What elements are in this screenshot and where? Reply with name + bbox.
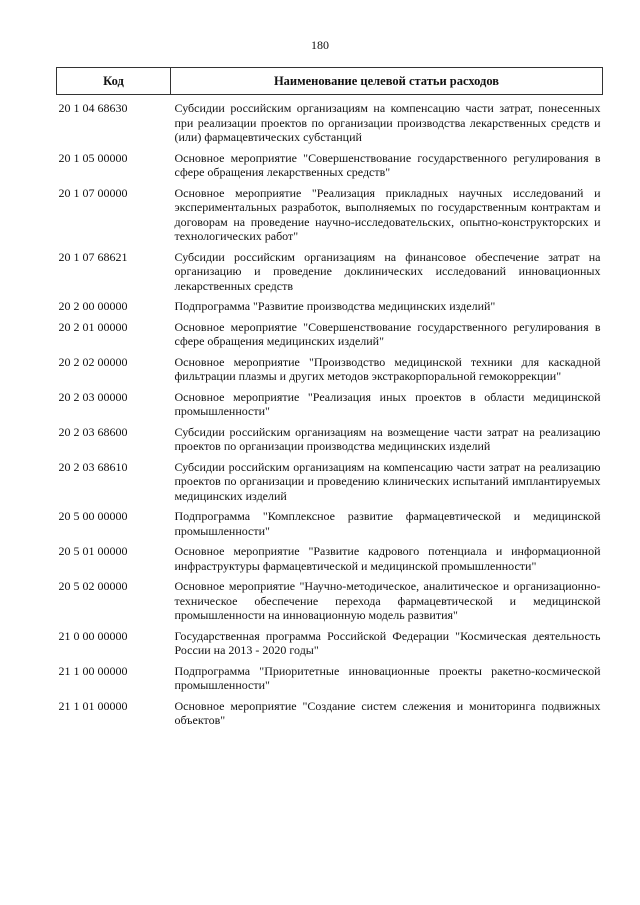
row-name: Субсидии российским организациям на компенсацию части затрат на реализацию проектов по организации и проведению клинических испытаний имплантируемых медицинских изделий xyxy=(174,459,601,503)
table-row xyxy=(57,95,603,149)
table-row xyxy=(57,507,603,542)
table-row xyxy=(57,662,603,697)
table-row xyxy=(57,318,603,353)
table-row xyxy=(57,627,603,662)
row-code: 20 2 01 00000 xyxy=(58,319,128,334)
row-name: Субсидии российским организациям на финансовое обеспечение затрат на организацию и проведение доклинических исследований инновационных лекарственных средств xyxy=(174,249,601,293)
row-code: 20 1 05 00000 xyxy=(58,150,128,165)
table-row xyxy=(57,577,603,627)
table-row xyxy=(57,697,603,732)
row-name: Основное мероприятие "Научно-методическое, аналитическое и организационно-техническое обеспечение перехода фармацевтической и медицинской промышленности на инновационную модель развития" xyxy=(174,579,601,622)
row-code: 20 2 02 00000 xyxy=(58,354,128,369)
row-code: 21 1 00 00000 xyxy=(58,663,128,678)
table-row xyxy=(57,184,603,248)
header-name: Наименование целевой статьи расходов xyxy=(171,68,603,95)
row-name: Основное мероприятие "Создание систем слежения и мониторинга подвижных объектов" xyxy=(174,698,601,727)
row-code: 20 5 00 00000 xyxy=(58,509,128,523)
budget-code-table xyxy=(56,67,603,732)
row-name: Подпрограмма "Приоритетные инновационные проекты ракетно-космической промышленности" xyxy=(174,663,601,692)
row-code: 20 1 07 00000 xyxy=(58,185,128,200)
table-header-row xyxy=(57,68,603,95)
page-number: 180 xyxy=(311,38,329,52)
table-row xyxy=(57,149,603,184)
table-row xyxy=(57,388,603,423)
row-code: 20 2 03 68610 xyxy=(58,459,128,474)
row-name: Субсидии российским организациям на возмещение части затрат на реализацию проектов по организации производства медицинских изделий xyxy=(174,424,601,453)
row-name: Основное мероприятие "Развитие кадрового потенциала и информационной инфраструктуры фармацевтической и медицинской промышленности" xyxy=(174,544,601,573)
row-name: Основное мероприятие "Производство медицинской техники для каскадной фильтрации плазмы и других методов экстракорпоральной гемокоррекции" xyxy=(174,354,601,383)
row-code: 20 1 07 68621 xyxy=(58,249,128,264)
row-code: 20 1 04 68630 xyxy=(58,101,128,115)
row-code: 20 2 00 00000 xyxy=(58,299,128,313)
header-code: Код xyxy=(57,68,171,95)
row-name: Основное мероприятие "Реализация иных проектов в области медицинской промышленности" xyxy=(174,389,601,418)
row-name: Государственная программа Российской Федерации "Космическая деятельность России на 2013 - 2020 годы" xyxy=(174,628,601,657)
row-name: Субсидии российским организациям на компенсацию части затрат, понесенных при реализации проектов по организации производства лекарственных средств и (или) фармацевтических субстанций xyxy=(174,101,601,144)
row-name: Основное мероприятие "Совершенствование государственного регулирования в сфере обращения медицинских изделий" xyxy=(174,319,601,348)
table-row xyxy=(57,423,603,458)
row-code: 21 1 01 00000 xyxy=(58,698,128,713)
row-name: Основное мероприятие "Совершенствование государственного регулирования в сфере обращения лекарственных средств" xyxy=(174,150,601,179)
table-body xyxy=(57,95,603,732)
table-row xyxy=(57,248,603,298)
table-row xyxy=(57,542,603,577)
row-name: Подпрограмма "Комплексное развитие фармацевтической и медицинской промышленности" xyxy=(174,509,601,538)
row-code: 20 5 01 00000 xyxy=(58,544,128,558)
table-row xyxy=(57,297,603,318)
row-code: 20 5 02 00000 xyxy=(58,579,128,593)
row-name: Подпрограмма "Развитие производства медицинских изделий" xyxy=(174,299,496,313)
table-row xyxy=(57,353,603,388)
row-code: 20 2 03 00000 xyxy=(58,389,128,404)
row-code: 21 0 00 00000 xyxy=(58,628,128,643)
row-code: 20 2 03 68600 xyxy=(58,424,128,439)
row-name: Основное мероприятие "Реализация прикладных научных исследований и экспериментальных разработок, выполняемых по государственным контрактам и договорам на проведение научно-исследовательских, опытно-конструкторских и технологических работ" xyxy=(174,185,601,243)
table-row xyxy=(57,458,603,508)
